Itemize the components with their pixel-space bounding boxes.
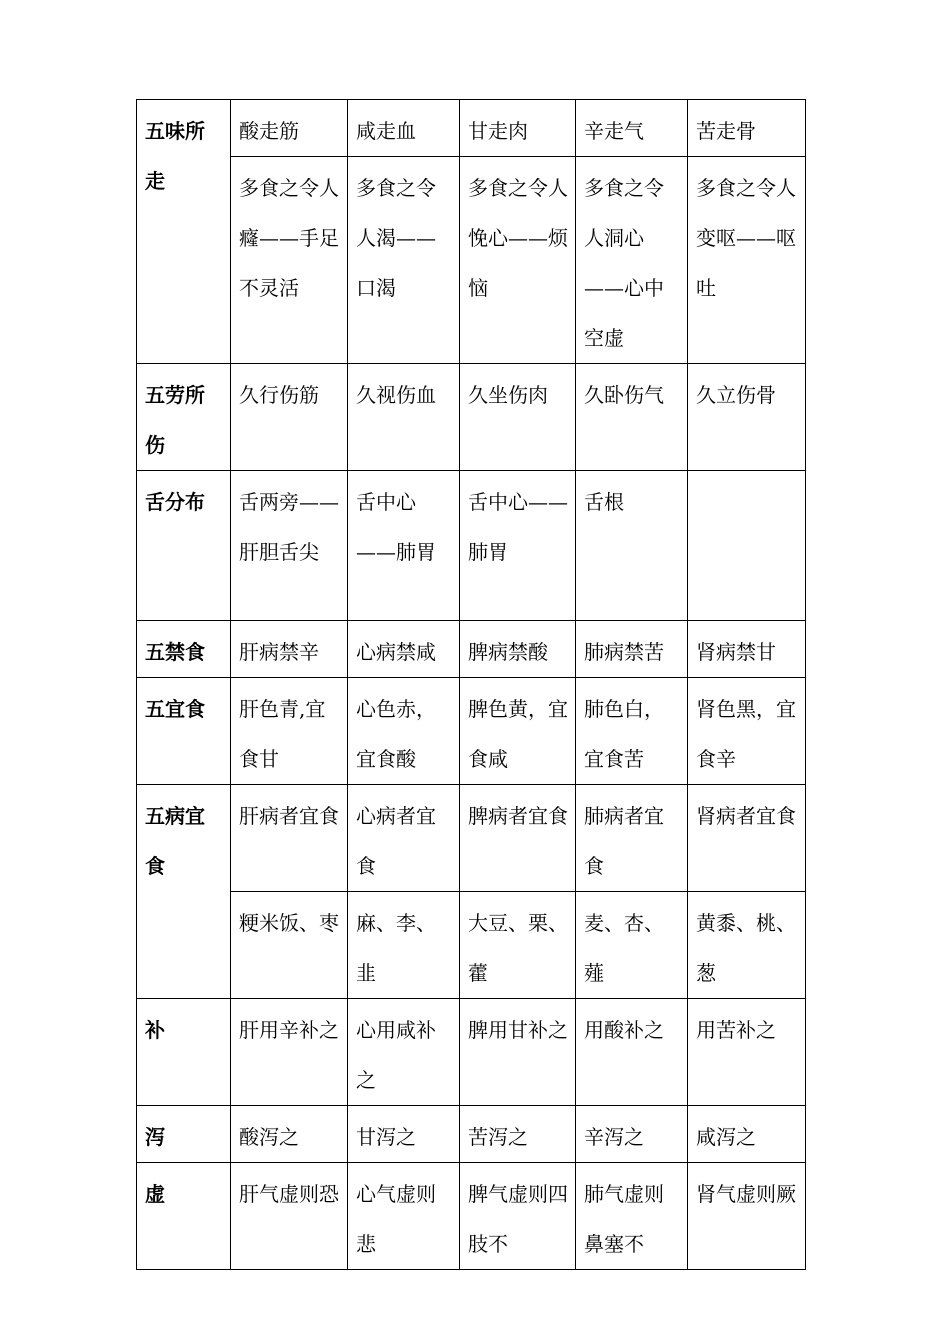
table-row [137,157,806,364]
table-cell: 久坐伤肉 [460,364,576,471]
table-cell: 辛走气 [576,100,688,157]
table-cell: 用苦补之 [688,999,806,1106]
row-label: 泻 [137,1106,231,1163]
table-row [137,621,806,678]
table-cell: 咸泻之 [688,1106,806,1163]
table-row [137,999,806,1106]
table-cell: 苦走骨 [688,100,806,157]
table-cell: 黄黍、桃、葱 [688,892,806,999]
table-cell: 甘泻之 [348,1106,460,1163]
table-cell: 酸泻之 [231,1106,348,1163]
row-label: 五禁食 [137,621,231,678]
table-cell: 肾色黑，宜食辛 [688,678,806,785]
row-label: 五劳所伤 [137,364,231,471]
table-cell: 肾病者宜食 [688,785,806,892]
table-cell: 用酸补之 [576,999,688,1106]
table-cell: 麻、李、韭 [348,892,460,999]
table-row [137,1163,806,1270]
table-row [137,678,806,785]
table-cell: 久卧伤气 [576,364,688,471]
table-row [137,1106,806,1163]
table-cell: 粳米饭、枣 [231,892,348,999]
table-cell: 酸走筋 [231,100,348,157]
table-cell: 多食之令人癃——手足不灵活 [231,157,348,364]
table-cell: 久视伤血 [348,364,460,471]
table-row [137,892,806,999]
table-cell: 肝病禁辛 [231,621,348,678]
table-cell: 咸走血 [348,100,460,157]
table-cell: 心病者宜食 [348,785,460,892]
table-cell: 肺病者宜食 [576,785,688,892]
table-cell: 脾色黄，宜食咸 [460,678,576,785]
table-cell: 久立伤骨 [688,364,806,471]
table-cell: 肺病禁苦 [576,621,688,678]
table-cell: 多食之令人悗心——烦恼 [460,157,576,364]
table-cell [688,471,806,621]
row-label: 五味所走 [137,100,231,364]
table-cell: 肝气虚则恐 [231,1163,348,1270]
table-cell: 久行伤筋 [231,364,348,471]
row-label: 五病宜食 [137,785,231,999]
table-cell: 多食之令人渴——口渴 [348,157,460,364]
table-cell: 心色赤，宜食酸 [348,678,460,785]
table-cell: 肾气虚则厥 [688,1163,806,1270]
table-cell: 肾病禁甘 [688,621,806,678]
table-cell: 肺色白，宜食苦 [576,678,688,785]
table-cell: 肺气虚则鼻塞不 [576,1163,688,1270]
table-cell: 麦、杏、薤 [576,892,688,999]
table-cell: 多食之令人变呕——呕吐 [688,157,806,364]
table-row [137,471,806,621]
table-cell: 舌中心——肺胃 [348,471,460,621]
table-cell: 舌两旁——肝胆舌尖 [231,471,348,621]
table-cell: 大豆、栗、藿 [460,892,576,999]
table-cell: 脾用甘补之 [460,999,576,1106]
table-cell: 甘走肉 [460,100,576,157]
table-cell: 多食之令人洞心——心中空虚 [576,157,688,364]
table-cell: 肝色青,宜食甘 [231,678,348,785]
table-cell: 肝用辛补之 [231,999,348,1106]
table-cell: 心病禁咸 [348,621,460,678]
table-cell: 脾气虚则四肢不 [460,1163,576,1270]
table-cell: 心用咸补之 [348,999,460,1106]
five-elements-table [136,99,806,1270]
table-row [137,364,806,471]
table-cell: 苦泻之 [460,1106,576,1163]
row-label: 五宜食 [137,678,231,785]
table-cell: 脾病者宜食 [460,785,576,892]
table-cell: 肝病者宜食 [231,785,348,892]
table-row [137,785,806,892]
table-cell: 心气虚则悲 [348,1163,460,1270]
row-label: 补 [137,999,231,1106]
table-cell: 舌根 [576,471,688,621]
table-cell: 辛泻之 [576,1106,688,1163]
table-cell: 舌中心——肺胃 [460,471,576,621]
table-cell: 脾病禁酸 [460,621,576,678]
row-label: 舌分布 [137,471,231,621]
table-row [137,100,806,157]
row-label: 虚 [137,1163,231,1270]
